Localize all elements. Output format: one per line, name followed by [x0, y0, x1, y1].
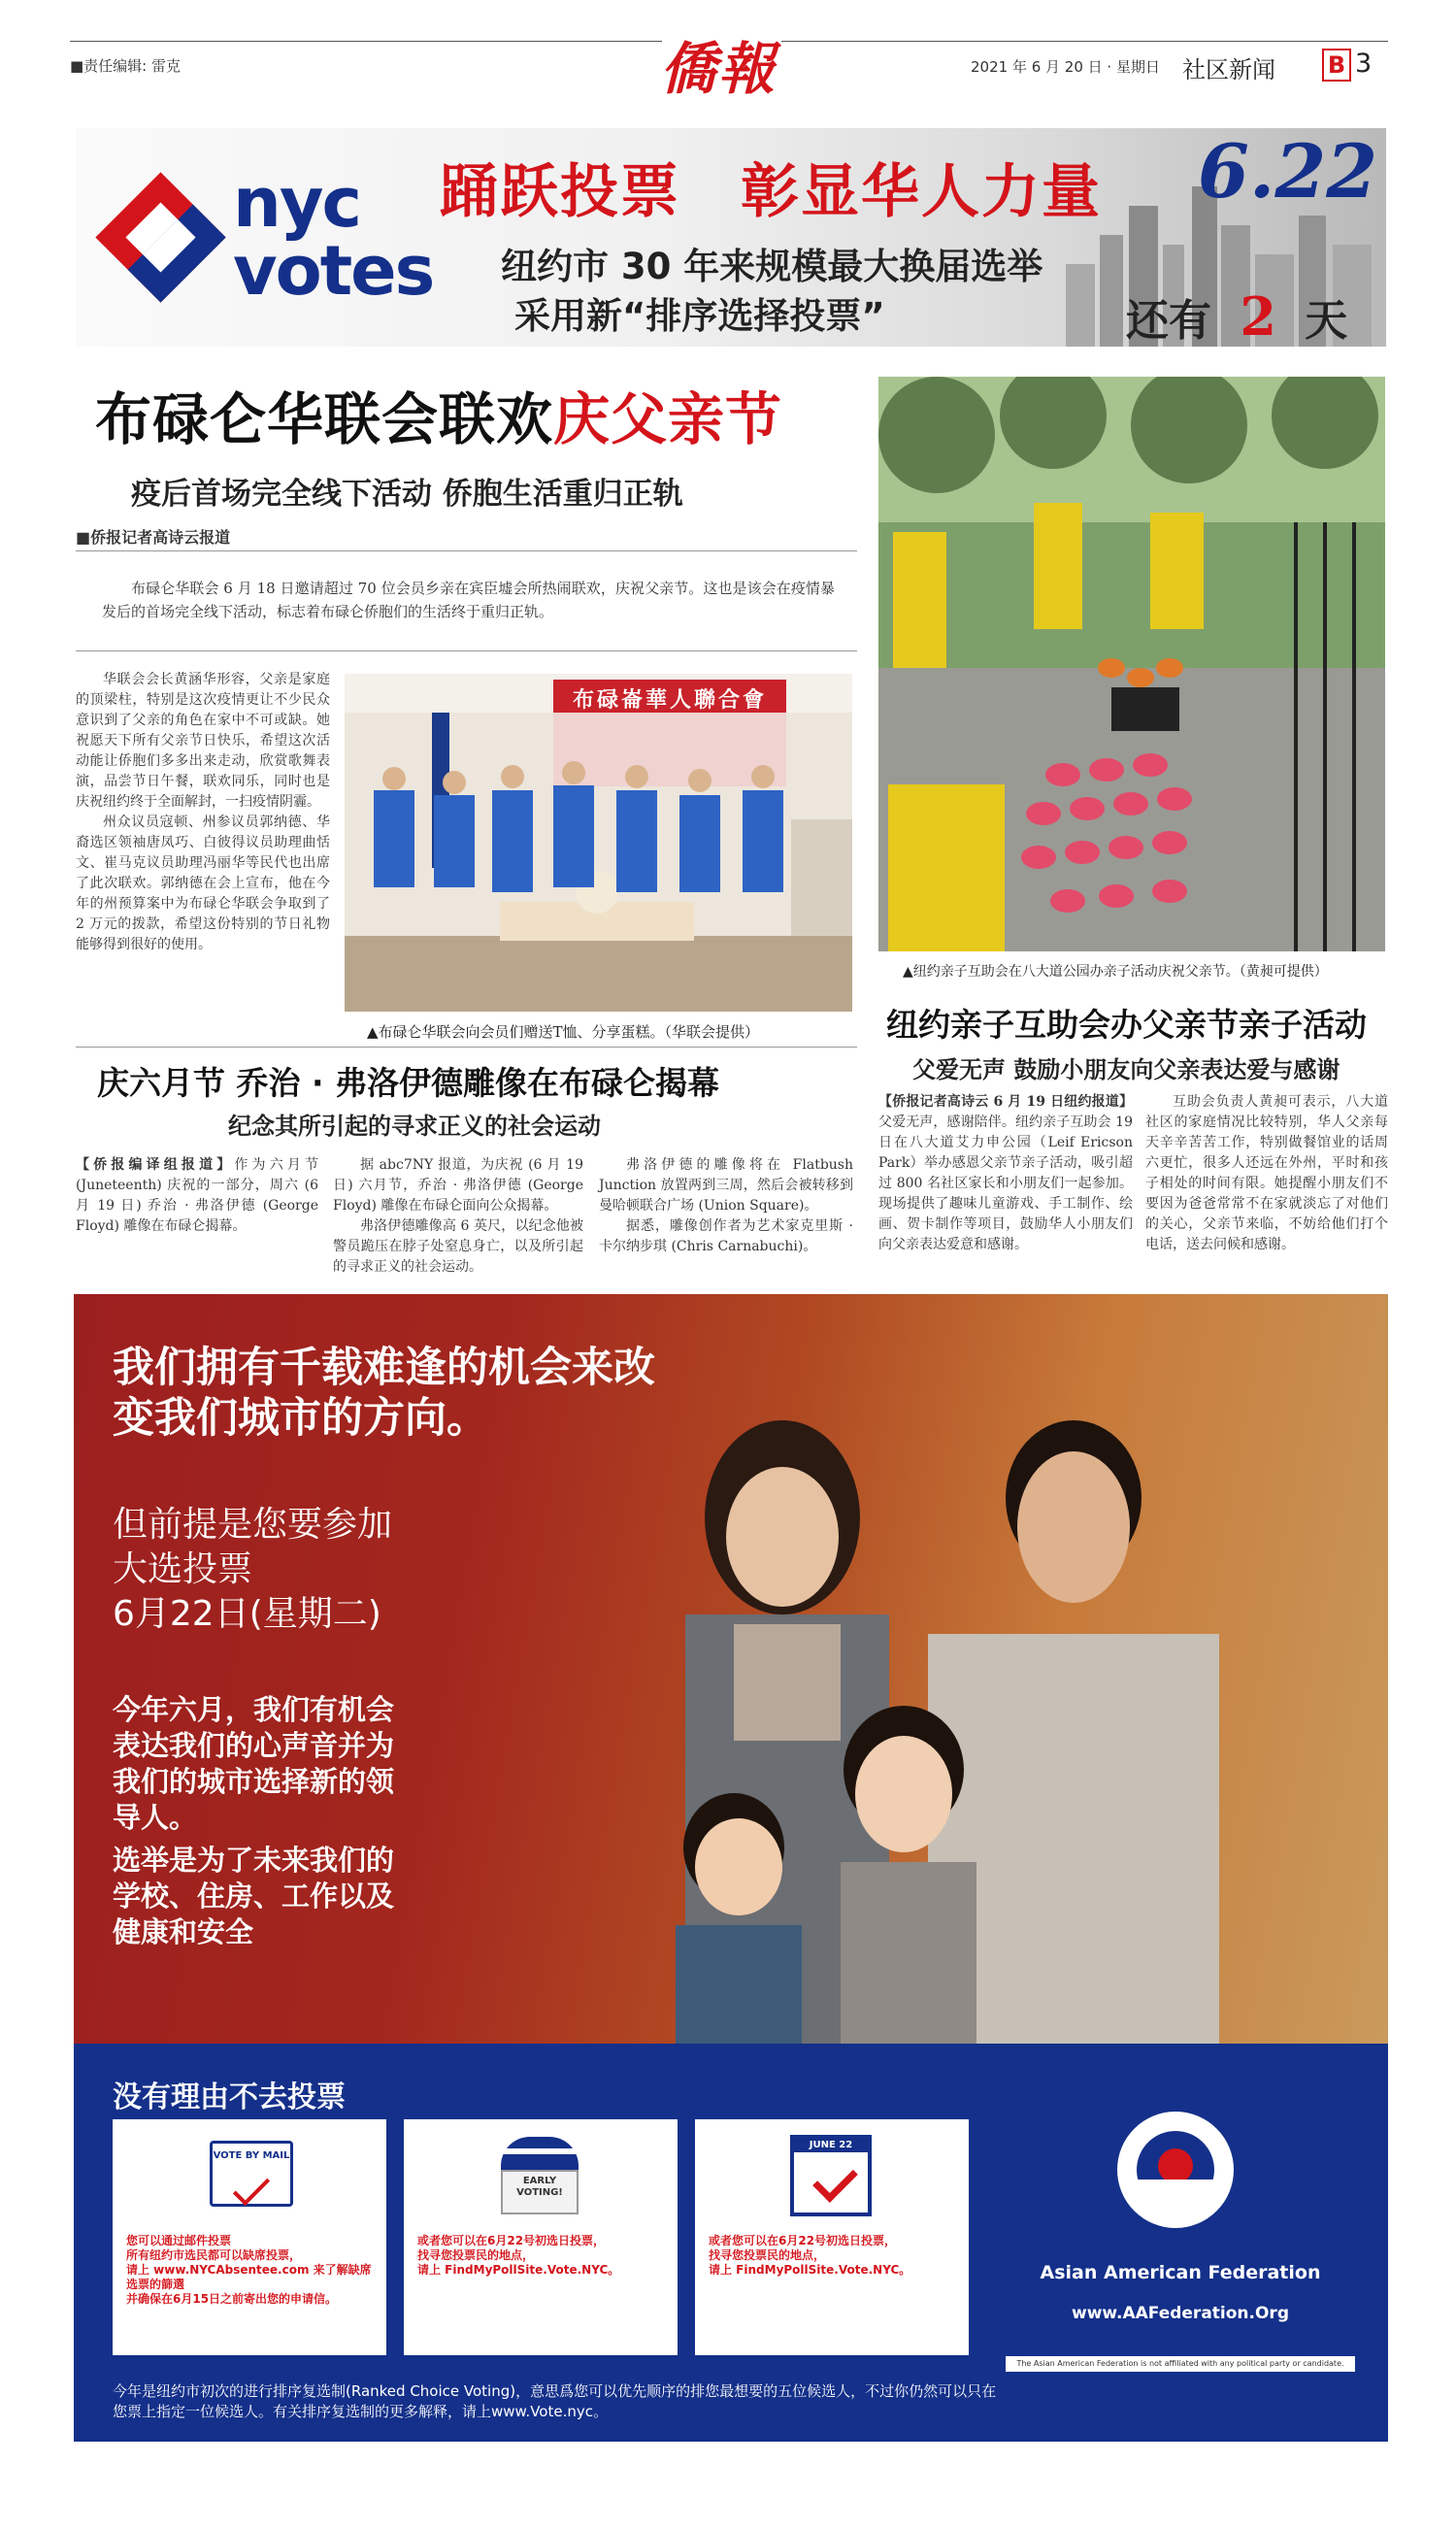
family-photo-graphic	[617, 1352, 1388, 2044]
card1-text: 您可以通过邮件投票 所有纽约市选民都可以缺席投票， 请上 www.NYCAbsentee.com 来了解缺席选票的篩選 并确保在6月15日之前寄出您的申请信。	[126, 2234, 372, 2306]
editor-credit: ■责任编辑: 雷克	[70, 57, 181, 75]
page-number: 3	[1355, 49, 1373, 79]
article1-title-main: 布碌仑华联会联欢	[95, 386, 554, 452]
article1-lead: 布碌仑华联会 6 月 18 日邀请超过 70 位会员乡亲在宾臣墟会所热闹联欢，庆祝父亲节。这也是该会在疫情暴发后的首场完全线下活动，标志着布碌仑侨胞们的生活终于重归正轨。	[102, 580, 835, 620]
calendar-check-icon	[790, 2135, 872, 2216]
article3-col2	[333, 1155, 583, 1278]
banner-headline: 踊跃投票 彰显华人力量	[440, 158, 1102, 226]
article1-rule2	[76, 650, 857, 651]
vote-by-mail-card	[113, 2119, 386, 2355]
early-voting-icon	[501, 2137, 579, 2214]
ad-blue-panel	[74, 2044, 1388, 2442]
card3-text: 或者您可以在6月22号初选日投票， 找寻您投票民的地点， 请上 FindMyPollSite.Vote.NYC。	[709, 2234, 911, 2277]
page-letter: B	[1322, 49, 1351, 82]
aaf-disclaimer: The Asian American Federation is not affiliated with any political party or candidate.	[1006, 2356, 1355, 2372]
issue-date: 2021 年 6 月 20 日 · 星期日	[971, 58, 1160, 76]
ad-para2: 选举是为了未来我们的学校、住房、工作以及健康和安全	[113, 1844, 395, 1948]
logo-votes: votes	[233, 231, 434, 311]
banner-sub1: 纽约市 30 年来规模最大换届选举	[501, 246, 1043, 287]
article1-byline: ■侨报记者高诗云报道	[76, 528, 231, 547]
nyc-votes-banner	[76, 128, 1386, 347]
article2-byline: 【侨报记者高诗云 6 月 19 日纽约报道】	[878, 1094, 1133, 1110]
mail-ballot-icon	[210, 2141, 293, 2207]
ad-callout-line2: 大选投票	[113, 1549, 253, 1589]
header-rule-left	[70, 41, 662, 42]
article3-col3	[599, 1155, 853, 1257]
banner-sub2: 采用新“排序选择投票”	[514, 295, 885, 337]
article1-body-p1: 华联会会长黄涵华形容，父亲是家庭的顶梁柱，特别是这次疫情更让不少民众意识到了父亲的角色在家中不可或缺。她祝愿天下所有父亲节日快乐，希望这次活动能让侨胞们多多出来走动，欣赏歌舞表演，品尝节日午餐，联欢同乐，同时也是庆祝纽约终于全面解封，一扫疫情阴霾。	[76, 672, 330, 810]
calendar-label: JUNE 22	[794, 2139, 868, 2152]
article3-body-p2: 据 abc7NY 报道，为庆祝 (6 月 19 日) 六月节，乔治 · 弗洛伊德 (George Floyd) 雕像在布碌仑面向公众揭幕。	[333, 1157, 583, 1214]
article2-title: 纽约亲子互助会办父亲节亲子活动	[886, 1006, 1367, 1044]
ad-footer-text: 今年是纽约市初次的进行排序复选制(Ranked Choice Voting)，意思爲您可以优先顺序的排您最想要的五位候选人，不过你仍然可以只在您票上指定一位候选人。有关排序复选制的更多解释，请上www.Vote.nyc。	[113, 2382, 997, 2420]
article1-title-highlight: 庆父亲节	[553, 386, 783, 452]
article3-col1	[76, 1155, 318, 1237]
aaf-url: www.AAFederation.Org	[1071, 2304, 1289, 2323]
article3-body-p4: 弗洛伊德的雕像将在 Flatbush Junction 放置两到三周，然后会被转移到曼哈顿联合广场 (Union Square)。	[599, 1157, 853, 1214]
banner-date: 6.22	[1198, 128, 1378, 215]
ad-headline: 我们拥有千载难逢的机会来改变我们城市的方向。	[113, 1344, 655, 1443]
ad-para1: 今年六月，我们有机会表达我们的心声音并为我们的城市选择新的领导人。	[113, 1693, 395, 1834]
article2-col1	[878, 1092, 1133, 1255]
election-day-card	[695, 2119, 969, 2355]
masthead-logo: 僑報	[660, 36, 778, 102]
section-name: 社区新闻	[1182, 56, 1275, 83]
ad-callout	[113, 1503, 392, 1637]
article2-col2	[1145, 1092, 1388, 1255]
countdown-number: 2	[1240, 285, 1276, 347]
article3-body-p5: 据悉，雕像创作者为艺术家克里斯 · 卡尔纳步琪 (Chris Carnabuchi)。	[599, 1218, 853, 1254]
article2-body-p1: 父爱无声，感谢陪伴。纽约亲子互助会 19 日在八大道艾力申公园（Leif Ericson Park）举办感恩父亲节亲子活动，吸引超过 800 名社区家长和小朋友们一起参加。现场提供了趣味儿童游戏、手工制作、绘画、贺卡制作等项目，鼓励华人小朋友们向父亲表达爱意和感谢。	[878, 1115, 1133, 1252]
ad-photo-panel	[74, 1294, 1388, 2044]
article3-subtitle: 纪念其所引起的寻求正义的社会运动	[228, 1112, 601, 1140]
article3-rule	[76, 1047, 857, 1048]
article1-body-p2: 州众议员寇顿、州参议员郭纳德、华裔选区领袖唐凤巧、白彼得议员助理曲恬文、崔马克议员助理冯丽华等民代也出席了此次联欢。郭纳德在会上宣布，他在今年的州预算案中为布碌仑华联会争取到了 2 万元的拨款，希望这份特别的节日礼物能够得到很好的使用。	[76, 815, 330, 952]
ad-callout-line3: 6月22日(星期二)	[113, 1594, 381, 1634]
article1-caption: ▲布碌仑华联会向会员们赠送T恤、分享蛋糕。（华联会提供）	[367, 1023, 760, 1041]
mail-icon-label: VOTE BY MAIL	[213, 2150, 290, 2161]
article3-title: 庆六月节 乔治 · 弗洛伊德雕像在布碌仑揭幕	[97, 1064, 720, 1102]
article1-body	[76, 670, 330, 955]
countdown-suffix: 天	[1305, 296, 1348, 346]
article2-photo-caption: ▲纽约亲子互助会在八大道公园办亲子活动庆祝父亲节。（黄昶可提供）	[903, 964, 1328, 980]
nyc-votes-diamond-icon	[95, 172, 225, 302]
article1-title	[95, 374, 782, 455]
article2-body-p2: 互助会负责人黄昶可表示，八大道社区的家庭情况比较特别，华人父亲每天辛辛苦苦工作，特别做餐馆业的话周六更忙，很多人还远在外州，平时和孩子相处的时间有限。她提醒小朋友们不要因为爸爸常常不在家就淡忘了对他们的关心，父亲节来临，不妨给他们打个电话，送去问候和感谢。	[1145, 1094, 1388, 1252]
article3-byline: 【侨报编译组报道】	[76, 1157, 235, 1173]
article1-rule	[76, 550, 857, 551]
card2-text: 或者您可以在6月22号初选日投票， 找寻您投票民的地点， 请上 FindMyPollSite.Vote.NYC。	[417, 2234, 620, 2277]
ad-callout-line1: 但前提是您要参加	[113, 1505, 393, 1545]
party-photo-graphic	[345, 674, 852, 1012]
article2-subtitle: 父爱无声 鼓励小朋友向父亲表达爱与感谢	[912, 1055, 1340, 1083]
article3-body-p3: 弗洛伊德雕像高 6 英尺，以纪念他被警员跪压在脖子处窒息身亡，以及所引起的寻求正义的社会运动。	[333, 1218, 583, 1275]
early-voting-label: EARLY VOTING!	[516, 2176, 563, 2198]
logo-nyc: nyc	[233, 163, 360, 243]
header-rule-right	[781, 41, 1388, 42]
park-photo-graphic	[878, 377, 1385, 951]
aaf-name: Asian American Federation	[1040, 2262, 1321, 2283]
ad-blue-title: 没有理由不去投票	[113, 2080, 346, 2114]
aaf-logo-icon	[1117, 2112, 1234, 2228]
countdown-prefix: 还有	[1126, 296, 1211, 346]
article2-photo	[878, 377, 1385, 951]
countdown	[1126, 285, 1347, 347]
photo-banner-text: 布碌崙華人聯合會	[572, 687, 767, 713]
article3-body-p1: 作为六月节 (Juneteenth) 庆祝的一部分，周六 (6 月 19 日) 乔治 · 弗洛伊德 (George Floyd) 雕像在布碌仑揭幕。	[76, 1157, 319, 1234]
article1-photo	[345, 674, 852, 1012]
article1-subtitle: 疫后首场完全线下活动 侨胞生活重归正轨	[131, 477, 683, 512]
early-voting-card	[404, 2119, 678, 2355]
